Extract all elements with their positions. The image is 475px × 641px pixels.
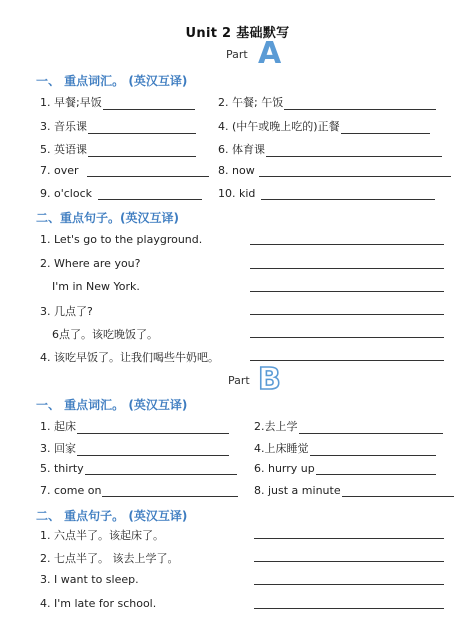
vocab-a-3: 3. 音乐课 xyxy=(40,118,196,134)
sentence-a-2-answer: I'm in New York. xyxy=(52,280,140,293)
vocab-b-4: 4.上床睡觉 xyxy=(254,440,436,456)
part-a-letter: A xyxy=(258,36,282,71)
answer-line[interactable] xyxy=(254,584,444,585)
vocab-b-5: 5. thirty xyxy=(40,462,237,475)
answer-line[interactable] xyxy=(341,123,430,134)
vocab-b-6: 6. hurry up xyxy=(254,462,436,475)
sentence-b-1: 1. 六点半了。该起床了。 xyxy=(40,529,164,542)
section-a-sentences-heading: 二、重点句子。(英汉互译) xyxy=(36,211,179,225)
sentence-b-4: 4. I'm late for school. xyxy=(40,597,157,610)
answer-line[interactable] xyxy=(250,337,444,338)
part-b-letter: B xyxy=(258,362,281,397)
vocab-a-1: 1. 早餐;早饭 xyxy=(40,94,195,110)
answer-line[interactable] xyxy=(261,189,435,200)
vocab-b-1: 1. 起床 xyxy=(40,418,229,434)
answer-line[interactable] xyxy=(88,123,196,134)
sentence-a-3-answer: 6点了。该吃晚饭了。 xyxy=(52,328,158,341)
answer-line[interactable] xyxy=(250,291,444,292)
vocab-a-10: 10. kid xyxy=(218,187,435,200)
vocab-b-7: 7. come on xyxy=(40,484,238,497)
vocab-a-7: 7. over xyxy=(40,164,209,177)
answer-line[interactable] xyxy=(284,99,436,110)
vocab-a-4: 4. (中午或晚上吃的)正餐 xyxy=(218,118,430,134)
sentence-b-3: 3. I want to sleep. xyxy=(40,573,139,586)
answer-line[interactable] xyxy=(250,268,444,269)
section-b-vocab-heading: 一、 重点词汇。 (英汉互译) xyxy=(36,398,188,412)
part-a-label: Part xyxy=(226,48,248,61)
vocab-a-8: 8. now xyxy=(218,164,451,177)
vocab-b-2: 2.去上学 xyxy=(254,418,443,434)
vocab-a-2: 2. 午餐; 午饭 xyxy=(218,94,436,110)
answer-line[interactable] xyxy=(77,445,229,456)
sentence-b-2: 2. 七点半了。 该去上学了。 xyxy=(40,552,179,565)
page-title: Unit 2 基础默写 xyxy=(185,26,290,41)
answer-line[interactable] xyxy=(254,608,444,609)
vocab-a-6: 6. 体育课 xyxy=(218,141,442,157)
answer-line[interactable] xyxy=(88,146,196,157)
answer-line[interactable] xyxy=(87,166,209,177)
answer-line[interactable] xyxy=(250,244,444,245)
answer-line[interactable] xyxy=(259,166,451,177)
answer-line[interactable] xyxy=(250,360,444,361)
sentence-a-4: 4. 该吃早饭了。让我们喝些牛奶吧。 xyxy=(40,351,219,364)
answer-line[interactable] xyxy=(77,423,229,434)
part-b-label: Part xyxy=(228,374,250,387)
answer-line[interactable] xyxy=(103,99,195,110)
section-b-sentences-heading: 二、 重点句子。 (英汉互译) xyxy=(36,509,188,523)
sentence-a-1: 1. Let's go to the playground. xyxy=(40,233,203,246)
answer-line[interactable] xyxy=(98,189,202,200)
answer-line[interactable] xyxy=(266,146,442,157)
vocab-b-8: 8. just a minute xyxy=(254,484,454,497)
answer-line[interactable] xyxy=(310,445,436,456)
answer-line[interactable] xyxy=(299,423,443,434)
answer-line[interactable] xyxy=(85,464,237,475)
answer-line[interactable] xyxy=(316,464,436,475)
section-a-vocab-heading: 一、 重点词汇。 (英汉互译) xyxy=(36,74,188,88)
answer-line[interactable] xyxy=(102,486,238,497)
answer-line[interactable] xyxy=(342,486,454,497)
sentence-a-2: 2. Where are you? xyxy=(40,257,141,270)
vocab-b-3: 3. 回家 xyxy=(40,440,229,456)
vocab-a-5: 5. 英语课 xyxy=(40,141,196,157)
answer-line[interactable] xyxy=(254,538,444,539)
vocab-a-9: 9. o'clock xyxy=(40,187,202,200)
answer-line[interactable] xyxy=(250,314,444,315)
answer-line[interactable] xyxy=(254,561,444,562)
sentence-a-3: 3. 几点了? xyxy=(40,305,93,318)
